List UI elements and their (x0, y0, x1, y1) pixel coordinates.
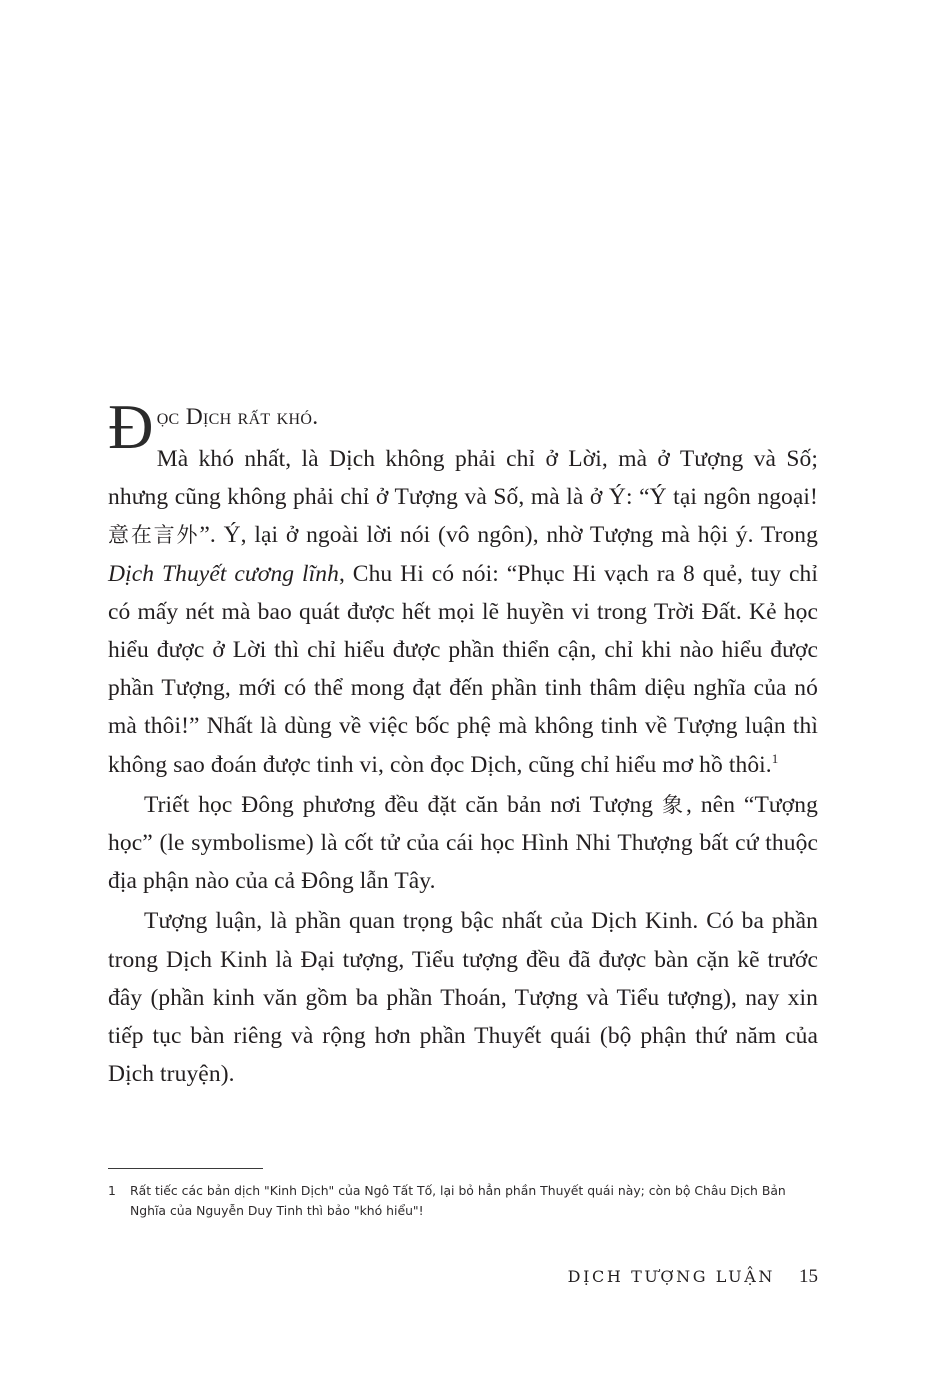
text-run: Mà khó nhất, là Dịch không phải chỉ ở Lời, mà ở Tượng và Số; nhưng cũng không phải chỉ ở Tượng và Số, mà là ở Ý: “Ý tại ngôn ngoại! (108, 446, 818, 511)
footnote-reference[interactable]: 1 (771, 750, 779, 766)
footnote-number: 1 (108, 1183, 116, 1198)
page-footer (108, 1266, 818, 1288)
text-run: ”. Ý, lại ở ngoài lời nói (vô ngôn), nhờ Tượng mà hội ý. Trong (199, 522, 818, 549)
opening-paragraph (108, 392, 818, 462)
paragraph-3 (108, 902, 818, 1093)
chinese-characters: 意在言外 (108, 523, 200, 548)
running-title: DỊCH TƯỢNG LUẬN (567, 1267, 775, 1286)
page-number: 15 (799, 1266, 818, 1287)
chinese-characters: 象 (662, 792, 686, 817)
paragraph-2 (108, 786, 818, 901)
text-run: Triết học Đông phương đều đặt căn bản nơi Tượng (144, 791, 663, 818)
opening-line: ọc Dịch rất khó. (156, 404, 319, 430)
drop-cap: Đ (108, 392, 154, 462)
footnote-separator-rule (108, 1168, 263, 1169)
text-run: Tượng luận, là phần quan trọng bậc nhất của Dịch Kinh. Có ba phần trong Dịch Kinh là Đại tượng, Tiểu tượng đều đã được bàn cặn kẽ trước đây (phần kinh văn gồm ba phần Thoán, Tượng và Tiểu tượng), nay xin tiếp tục bàn riêng và rộng hơn phần Thuyết quái (bộ phận thứ năm của Dịch truyện). (108, 908, 818, 1088)
footnote-text: Rất tiếc các bản dịch "Kinh Dịch" của Ngô Tất Tố, lại bỏ hẳn phần Thuyết quái này; còn bộ Châu Dịch Bản Nghĩa của Nguyễn Duy Tinh thì bảo "khó hiểu"! (130, 1183, 786, 1219)
footnote-area (108, 1168, 824, 1221)
footnote-1 (108, 1181, 824, 1221)
body-text-block (108, 392, 818, 1093)
text-run: , nên “Tượng học” (le symbolisme) là cốt tử của cái học Hình Nhi Thượng bất cứ thuộc địa phận nào của cả Đông lẫn Tây. (108, 791, 818, 895)
italic-title: Dịch Thuyết cương lĩnh (108, 560, 339, 587)
text-run: , Chu Hi có nói: “Phục Hi vạch ra 8 quẻ, tuy chỉ có mấy nét mà bao quát được hết mọi lẽ huyền vi trong Trời Đất. Kẻ học hiểu được ở Lời thì chỉ hiểu được phần thiển cận, chỉ khi nào hiểu được phần Tượng, mới có thể mong đạt đến phần tinh thâm diệu nghĩa của nó mà thôi!” Nhất là dùng về việc bốc phệ mà không tinh về Tượng luận thì không sao đoán được tinh vi, còn đọc Dịch, cũng chỉ hiểu mơ hồ thôi. (108, 560, 818, 778)
paragraph-1 (108, 440, 818, 784)
